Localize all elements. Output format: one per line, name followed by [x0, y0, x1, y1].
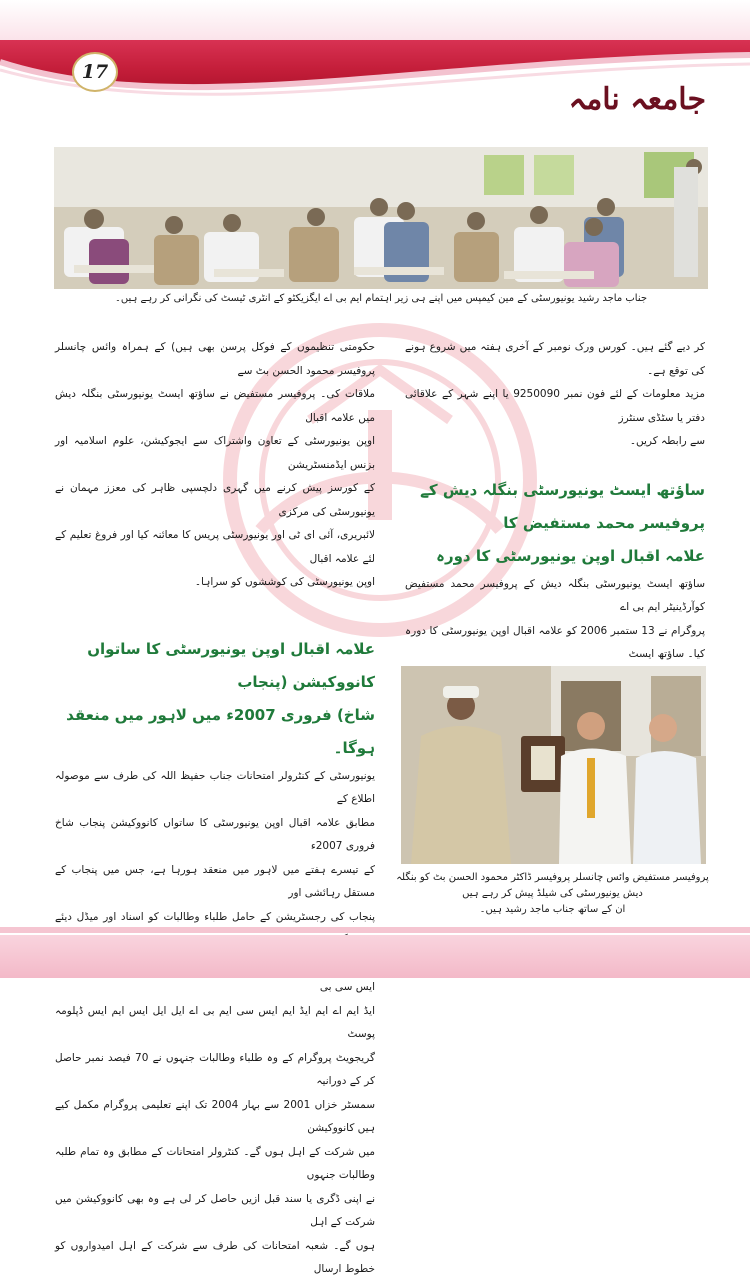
visit-heading-line2: علامہ اقبال اوپن یونیورسٹی کا دورہ — [436, 546, 705, 565]
left-body-line: یونیورسٹی کے کنٹرولر امتحانات جناب حفیظ اللہ کی طرف سے موصولہ اطلاع کے — [55, 769, 375, 805]
right-body-line: ساؤتھ ایسٹ یونیورسٹی بنگلہ دیش کے پروفیسر محمد مستفیض کوآرڈینیٹر ایم بی اے — [405, 577, 705, 613]
left-body-line: کے تیسرے ہفتے میں لاہور میں منعقد ہورہا ہے، جس میں پنجاب کے مستقل رہائشی اور — [55, 863, 375, 899]
convocation-heading-line1: علامہ اقبال اوپن یونیورسٹی کا ساتواں کانووکیشن (پنجاب — [87, 639, 375, 691]
left-body-line: سمسٹر خزاں 2001 سے بہار 2004 تک اپنے تعلیمی پروگرام مکمل کیے ہیں کانووکیشن — [55, 1098, 375, 1134]
left-body-line: نے اپنی ڈگری یا سند قبل ازیں حاصل کر لی ہے وہ بھی کانووکیشن میں شرکت کے اہل — [55, 1192, 375, 1228]
left-body-line: گریجویٹ پروگرام کے وہ طلباء وطالبات جنہوں نے 70 فیصد نمبر حاصل کر کے دورانیہ — [55, 1051, 375, 1087]
top-photo-caption: جناب ماجد رشید یونیورسٹی کے مین کیمپس میں اپنے ہی زیر اہتمام ایم بی اے ایگزیکٹو کے انٹری ٹیسٹ کی نگرانی کر رہے ہیں۔ — [114, 293, 648, 304]
left-intro-line: کے کورسز پیش کرنے میں گہری دلچسپی ظاہر کی معزز مہمان نے یونیورسٹی کی مرکزی — [55, 482, 375, 518]
visit-heading-line1: ساؤتھ ایسٹ یونیورسٹی بنگلہ دیش کے پروفیسر محمد مستفیض کا — [420, 480, 705, 532]
bottom-caption-line1: پروفیسر مستفیض وائس چانسلر پروفیسر ڈاکٹر محمود الحسن بٹ کو بنگلہ دیش یونیورسٹی کی شیلڈ پیش کر رہے ہیں — [396, 872, 709, 899]
convocation-heading-line2: شاخ) فروری 2007ء میں لاہور میں منعقد ہوگا۔ — [66, 705, 375, 757]
left-intro-line: اوپن یونیورسٹی کے تعاون واشتراک سے ایجوکیشن، علوم اسلامیہ اور بزنس ایڈمنسٹریشن — [55, 435, 375, 471]
bottom-photo-caption — [395, 870, 710, 918]
left-body-line: ایس سی بی — [319, 981, 375, 993]
shield-presentation-photo — [401, 666, 706, 864]
right-intro-line: سے رابطہ کریں۔ — [629, 435, 705, 447]
footer-line — [0, 927, 750, 933]
left-intro-line: حکومتی تنظیموں کے فوکل پرسن بھی ہیں) کے ہمراہ وائس چانسلر پروفیسر محمود الحسن بٹ سے — [55, 341, 375, 377]
left-body-line: پنجاب کی رجسٹریشن کے حامل طلباء وطالبات کو اسناد اور میڈل دیئے — [55, 910, 375, 923]
left-body-line: مطابق علامہ اقبال اوپن یونیورسٹی کا ساتواں کانووکیشن پنجاب شاخ فروری 2007ء — [55, 816, 375, 852]
left-body-line: ایڈ ایم اے ایم ایڈ ایم ایس سی ایم بی اے ایل ایل ایس ایم ایس ڈپلومہ پوسٹ — [55, 1004, 375, 1040]
left-intro-line: اوپن یونیورسٹی کی کوششوں کو سراہا۔ — [194, 576, 375, 588]
bottom-caption-line2: ان کے ساتھ جناب ماجد رشید ہیں۔ — [479, 904, 626, 915]
footer-band — [0, 935, 750, 978]
left-intro-line: ملاقات کی۔ پروفیسر مستفیض نے ساؤتھ ایسٹ یونیورسٹی بنگلہ دیش میں علامہ اقبال — [55, 388, 375, 424]
page-number: 17 — [72, 52, 118, 92]
right-intro-line: کر دیے گئے ہیں۔ کورس ورک نومبر کے آخری ہفتہ میں شروع ہونے کی توقع ہے۔ — [405, 341, 705, 377]
left-intro-line: لائبریری، آئی ای ٹی اور یونیورسٹی پریس کا معائنہ کیا اور فروغ تعلیم کے لئے علامہ اقبال — [55, 529, 375, 565]
right-intro-line: مزید معلومات کے لئے فون نمبر 9250090 یا اپنے شہر کے علاقائی دفتر یا سٹڈی سنٹرز — [405, 388, 705, 424]
exam-hall-photo — [54, 147, 708, 289]
left-body-line: میں شرکت کے اہل ہوں گے۔ کنٹرولر امتحانات کے مطابق وہ تمام طلبہ وطالبات جنہوں — [55, 1145, 375, 1181]
left-column — [55, 336, 375, 1282]
right-body-line: پروگرام نے 13 ستمبر 2006 کو علامہ اقبال اوپن یونیورسٹی کا دورہ کیا۔ ساؤتھ ایسٹ — [405, 624, 705, 660]
magazine-title: جامعہ نامہ — [568, 82, 706, 117]
left-body-line: ہوں گے۔ شعبہ امتحانات کی طرف سے شرکت کے اہل امیدواروں کو خطوط ارسال — [55, 1239, 375, 1275]
